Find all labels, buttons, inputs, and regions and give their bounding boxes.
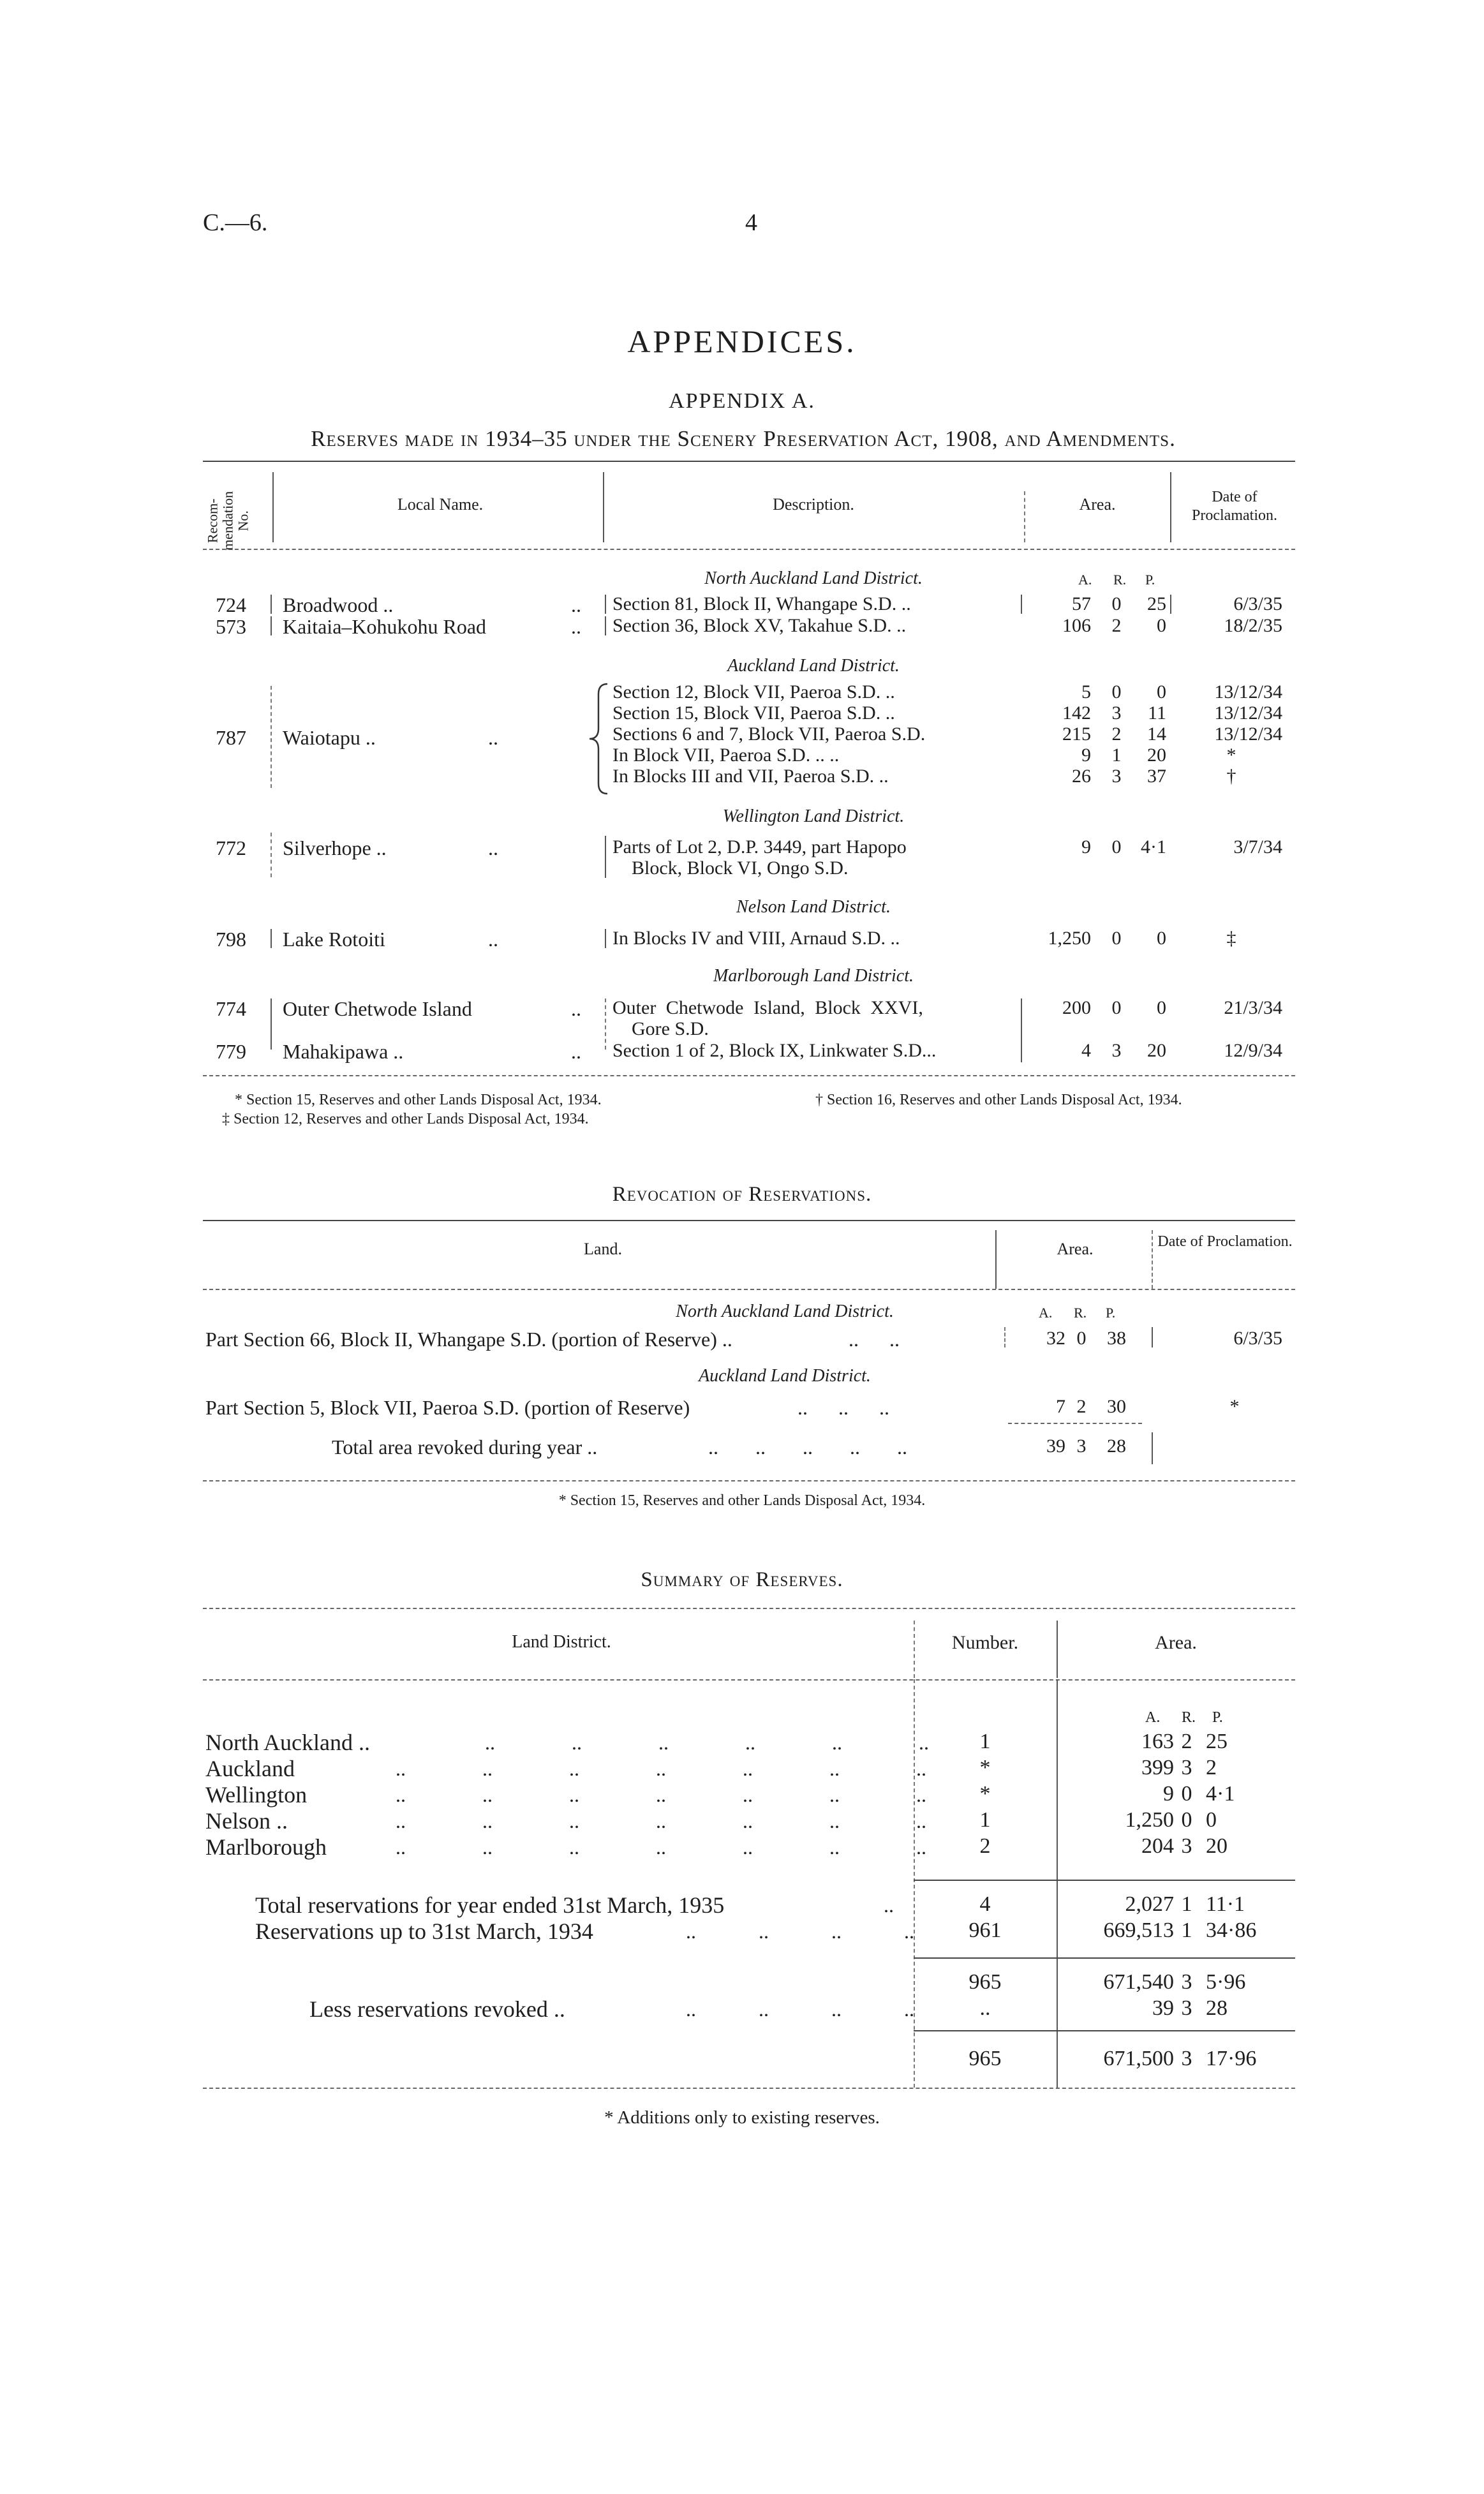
header-bottom-rule (203, 549, 1295, 550)
leader-dots: .. .. (849, 1328, 900, 1351)
area-perches: 20 (1147, 1040, 1166, 1061)
description: Section 15, Block VII, Paeroa S.D. .. (612, 702, 895, 724)
row-divider (1152, 1432, 1153, 1464)
footnote-star: * Section 15, Reserves and other Lands Disposal Act, 1934. (558, 1492, 926, 1509)
area-unit-roods: R. (1074, 1305, 1087, 1321)
area-perches: 25 (1147, 593, 1166, 614)
proclamation-date: ‡ (1226, 928, 1236, 949)
area-roods: 3 (1111, 766, 1122, 787)
description: In Blocks III and VII, Paeroa S.D. .. (612, 766, 889, 787)
area-roods: 0 (1076, 1328, 1087, 1349)
proclamation-date: 3/7/34 (1233, 836, 1282, 857)
description-header: Description. (773, 495, 854, 514)
less-revoked-label: Less reservations revoked .. (309, 1996, 565, 2022)
header-bottom-rule (203, 1679, 1295, 1681)
district-label: Marlborough (205, 1834, 327, 1860)
local-name: Broadwood .. (283, 593, 394, 616)
recom-header: Recom-mendation No. (204, 491, 252, 551)
column-divider (272, 472, 274, 542)
area-unit-perches: P. (1212, 1709, 1223, 1726)
area-roods: 0 (1111, 593, 1122, 614)
local-name: Outer Chetwode Island (283, 997, 472, 1020)
area-perches: 25 (1206, 1730, 1228, 1753)
area-acres: 106 (1062, 615, 1091, 636)
proclamation-date: 18/2/35 (1224, 615, 1282, 636)
leader-dots: .. .. .. .. .. .. .. (396, 1757, 926, 1780)
land-description: Part Section 66, Block II, Whangape S.D. (portion of Reserve) .. (205, 1328, 732, 1351)
recom-no: 772 (216, 836, 246, 859)
proclamation-date: * (1226, 745, 1236, 766)
area-roods: 2 (1111, 615, 1122, 636)
area-acres: 200 (1062, 997, 1091, 1018)
area-perches: 2 (1206, 1756, 1217, 1779)
recom-no: 724 (216, 593, 246, 616)
area-acres: 9 (1081, 836, 1091, 857)
district-heading-auckland: Auckland Land District. (727, 656, 900, 676)
area-roods: 3 (1076, 1436, 1087, 1457)
district-label: Wellington (205, 1782, 308, 1807)
column-divider (1152, 1230, 1153, 1289)
district-heading-north-auckland: North Auckland Land District. (704, 568, 923, 588)
proclamation-date: 13/12/34 (1214, 702, 1282, 724)
description: Section 36, Block XV, Takahue S.D. .. (612, 615, 907, 636)
recom-no: 787 (216, 726, 246, 749)
page-number: 4 (745, 209, 757, 236)
table-bottom-rule (203, 1075, 1295, 1076)
district-heading-nelson: Nelson Land District. (736, 897, 891, 917)
description: In Blocks IV and VIII, Arnaud S.D. .. (612, 928, 900, 949)
area-perches: 38 (1107, 1328, 1126, 1349)
row-divider (271, 929, 272, 948)
area-roods: 1 (1181, 1919, 1192, 1942)
area-acres: 9 (1163, 1782, 1174, 1806)
area-roods: 0 (1111, 997, 1122, 1018)
district-label: Auckland (205, 1756, 295, 1781)
leader-dots: .. .. .. (798, 1396, 889, 1419)
table-bottom-rule (203, 1480, 1295, 1481)
local-name-header: Local Name. (397, 495, 484, 514)
description-continued: Block, Block VI, Ongo S.D. (632, 857, 849, 879)
area-perches: 28 (1107, 1436, 1126, 1457)
proclamation-date: 21/3/34 (1224, 997, 1282, 1018)
area-perches: 4·1 (1206, 1782, 1235, 1806)
date-header: Date of Proclamation. (1192, 489, 1277, 524)
area-header: Area. (1057, 1240, 1094, 1258)
description: Section 12, Block VII, Paeroa S.D. .. (612, 681, 895, 702)
row-divider (1170, 595, 1171, 614)
district-heading-wellington: Wellington Land District. (722, 806, 905, 826)
area-roods: 1 (1181, 1892, 1192, 1916)
column-divider (1024, 491, 1025, 542)
row-divider (605, 595, 606, 614)
area-acres: 4 (1081, 1040, 1091, 1061)
leader-dots: .. (884, 1894, 894, 1917)
area-perches: 0 (1157, 615, 1166, 636)
area-acres: 39 (1046, 1436, 1065, 1457)
footnote-star: * Section 15, Reserves and other Lands Disposal Act, 1934. (235, 1092, 602, 1108)
row-divider (605, 616, 606, 635)
footnote-dagger: † Section 16, Reserves and other Lands Disposal Act, 1934. (815, 1092, 1182, 1108)
recom-header-cell (204, 471, 252, 551)
subtotal-rule (914, 1957, 1295, 1959)
area-acres: 1,250 (1048, 928, 1091, 949)
proclamation-date: 12/9/34 (1224, 1040, 1282, 1061)
appendix-title: APPENDIX A. (669, 389, 815, 413)
area-acres: 671,540 (1103, 1970, 1174, 1994)
final-rule (914, 2030, 1295, 2031)
row-divider (271, 595, 272, 614)
date-header: Date of Proclamation. (1157, 1233, 1293, 1250)
proclamation-date: 6/3/35 (1233, 593, 1282, 614)
description: Sections 6 and 7, Block VII, Paeroa S.D. (612, 724, 926, 745)
area-perches: 20 (1206, 1834, 1228, 1858)
area-roods: 0 (1111, 836, 1122, 857)
area-unit-roods: R. (1182, 1709, 1196, 1726)
document-reference: C.—6. (203, 209, 268, 236)
total-label: Total area revoked during year .. (332, 1436, 598, 1459)
area-roods: 3 (1111, 1040, 1122, 1061)
reserve-count: .. (979, 1996, 991, 2020)
area-roods: 1 (1111, 745, 1122, 766)
area-acres: 204 (1141, 1834, 1174, 1858)
area-unit-perches: P. (1106, 1305, 1116, 1321)
row-divider (1152, 1327, 1153, 1347)
area-acres: 26 (1072, 766, 1091, 787)
row-divider (605, 998, 606, 1050)
area-acres: 142 (1062, 702, 1091, 724)
area-roods: 2 (1111, 724, 1122, 745)
area-roods: 3 (1181, 1970, 1192, 1994)
row-divider (1021, 595, 1022, 614)
area-perches: 11 (1148, 702, 1166, 724)
reserve-count: 965 (968, 1970, 1002, 1994)
area-acres: 7 (1056, 1396, 1065, 1417)
local-name: Kaitaia–Kohukohu Road (283, 615, 487, 638)
reserve-count: 4 (979, 1892, 991, 1916)
area-perches: 14 (1147, 724, 1166, 745)
area-perches: 37 (1147, 766, 1166, 787)
area-perches: 4·1 (1141, 836, 1166, 857)
area-unit-acres: A. (1039, 1305, 1053, 1321)
area-perches: 30 (1107, 1396, 1126, 1417)
leader-dots: .. .. .. .. (686, 1920, 914, 1943)
reserve-count: * (979, 1782, 991, 1806)
description-continued: Gore S.D. (632, 1018, 709, 1039)
table-top-rule (203, 1220, 1295, 1221)
summary-footnote: * Additions only to existing reserves. (604, 2107, 880, 2128)
area-acres: 2,027 (1125, 1892, 1174, 1916)
area-unit-perches: P. (1145, 572, 1155, 588)
recom-no: 774 (216, 997, 246, 1020)
description: Outer Chetwode Island, Block XXVI, (612, 997, 923, 1018)
area-perches: 0 (1157, 928, 1166, 949)
total-label: Total reservations for year ended 31st March, 1935 (255, 1892, 725, 1918)
leader-dots: .. .. .. .. .. .. .. (396, 1836, 926, 1859)
summary-title: Summary of Reserves. (641, 1568, 843, 1591)
area-header: Area. (1079, 495, 1116, 514)
area-roods: 2 (1181, 1730, 1192, 1753)
row-divider (605, 929, 606, 948)
area-acres: 9 (1081, 745, 1091, 766)
leader-dots: .. .. .. .. .. .. (485, 1731, 929, 1754)
leader-dots: .. .. .. .. .. .. .. (396, 1783, 926, 1806)
area-acres: 671,500 (1103, 2047, 1174, 2070)
area-acres: 215 (1062, 724, 1091, 745)
area-acres: 32 (1046, 1328, 1065, 1349)
column-divider (1170, 472, 1171, 542)
page-title: APPENDICES. (627, 323, 857, 359)
revocation-title: Revocation of Reservations. (612, 1183, 872, 1206)
proclamation-date: 6/3/35 (1233, 1328, 1282, 1349)
table-top-rule (203, 1608, 1295, 1609)
area-unit-acres: A. (1145, 1709, 1161, 1726)
leader-dots: .. (488, 928, 498, 951)
leader-dots: .. (571, 615, 581, 638)
description: Parts of Lot 2, D.P. 3449, part Hapopo (612, 836, 907, 857)
row-divider (271, 998, 272, 1050)
proclamation-date: † (1226, 766, 1236, 787)
area-roods: 2 (1076, 1396, 1087, 1417)
reserve-count: 961 (968, 1919, 1002, 1942)
area-perches: 0 (1206, 1808, 1217, 1832)
description: In Block VII, Paeroa S.D. .. .. (612, 745, 840, 766)
recom-no: 573 (216, 615, 246, 638)
area-roods: 0 (1181, 1782, 1192, 1806)
leader-dots: .. (571, 997, 581, 1020)
leader-dots: .. (488, 726, 498, 749)
reserve-count: 1 (979, 1808, 991, 1832)
area-unit-roods: R. (1113, 572, 1127, 588)
local-name: Mahakipawa .. (283, 1040, 404, 1063)
district-heading-auckland: Auckland Land District. (699, 1366, 871, 1386)
column-divider (995, 1230, 997, 1289)
reserve-count: 965 (968, 2047, 1002, 2070)
area-acres: 669,513 (1103, 1919, 1174, 1942)
recom-no: 779 (216, 1040, 246, 1063)
land-header: Land. (584, 1240, 622, 1258)
area-acres: 57 (1072, 593, 1091, 614)
row-divider (271, 833, 272, 877)
leader-dots: .. (571, 1040, 581, 1063)
footnote-double-dagger: ‡ Section 12, Reserves and other Lands Disposal Act, 1934. (222, 1111, 589, 1127)
reservations-label: Reservations up to 31st March, 1934 (255, 1919, 593, 1944)
area-acres: 1,250 (1125, 1808, 1174, 1832)
leader-dots: .. .. .. .. .. (708, 1436, 907, 1459)
area-roods: 3 (1181, 1756, 1192, 1779)
leader-dots: .. (488, 836, 498, 859)
recom-no: 798 (216, 928, 246, 951)
area-header: Area. (1155, 1632, 1197, 1653)
area-roods: 3 (1181, 1996, 1192, 2020)
row-divider (1004, 1327, 1005, 1347)
row-divider (271, 686, 272, 788)
proclamation-date: 13/12/34 (1214, 724, 1282, 745)
local-name: Waiotapu .. (283, 726, 376, 749)
area-roods: 3 (1181, 1834, 1192, 1858)
total-rule (914, 1880, 1295, 1881)
column-divider (603, 472, 604, 542)
row-divider (1021, 998, 1022, 1062)
district-heading-north-auckland: North Auckland Land District. (676, 1302, 894, 1321)
proclamation-date: 13/12/34 (1214, 681, 1282, 702)
area-perches: 28 (1206, 1996, 1228, 2020)
description: Section 1 of 2, Block IX, Linkwater S.D... (612, 1040, 937, 1061)
reserve-count: 1 (979, 1730, 991, 1753)
row-divider (605, 836, 606, 878)
area-roods: 0 (1111, 681, 1122, 702)
area-perches: 20 (1147, 745, 1166, 766)
number-header: Number. (951, 1632, 1019, 1653)
area-perches: 0 (1157, 681, 1166, 702)
area-acres: 39 (1152, 1996, 1174, 2020)
table-bottom-rule (203, 2088, 1295, 2089)
reserve-count: * (979, 1756, 991, 1779)
header-bottom-rule (203, 1289, 1295, 1290)
area-roods: 0 (1181, 1808, 1192, 1832)
appendix-subtitle: Reserves made in 1934–35 under the Scenery Preservation Act, 1908, and Amendments. (311, 426, 1176, 451)
reserve-count: 2 (979, 1834, 991, 1858)
area-roods: 3 (1181, 2047, 1192, 2070)
total-rule (1008, 1423, 1142, 1424)
area-acres: 399 (1141, 1756, 1174, 1779)
area-perches: 34·86 (1206, 1919, 1257, 1942)
column-divider (1057, 1679, 1058, 2088)
area-roods: 0 (1111, 928, 1122, 949)
area-perches: 5·96 (1206, 1970, 1246, 1994)
area-perches: 0 (1157, 997, 1166, 1018)
district-heading-marlborough: Marlborough Land District. (713, 966, 914, 986)
district-label: Nelson .. (205, 1808, 288, 1834)
proclamation-date: * (1229, 1396, 1240, 1417)
brace-icon (586, 681, 611, 796)
table-top-rule (203, 461, 1295, 462)
area-perches: 17·96 (1206, 2047, 1257, 2070)
area-roods: 3 (1111, 702, 1122, 724)
district-label: North Auckland .. (205, 1730, 370, 1755)
description: Section 81, Block II, Whangape S.D. .. (612, 593, 911, 614)
leader-dots: .. (571, 593, 581, 616)
land-description: Part Section 5, Block VII, Paeroa S.D. (portion of Reserve) (205, 1396, 690, 1419)
local-name: Silverhope .. (283, 836, 387, 859)
leader-dots: .. .. .. .. (686, 1998, 914, 2021)
area-perches: 11·1 (1206, 1892, 1245, 1916)
area-acres: 5 (1081, 681, 1091, 702)
district-header: Land District. (512, 1632, 611, 1652)
local-name: Lake Rotoiti (283, 928, 385, 951)
leader-dots: .. .. .. .. .. .. .. (396, 1809, 926, 1832)
area-acres: 163 (1141, 1730, 1174, 1753)
row-divider (271, 616, 272, 635)
area-unit-acres: A. (1078, 572, 1092, 588)
